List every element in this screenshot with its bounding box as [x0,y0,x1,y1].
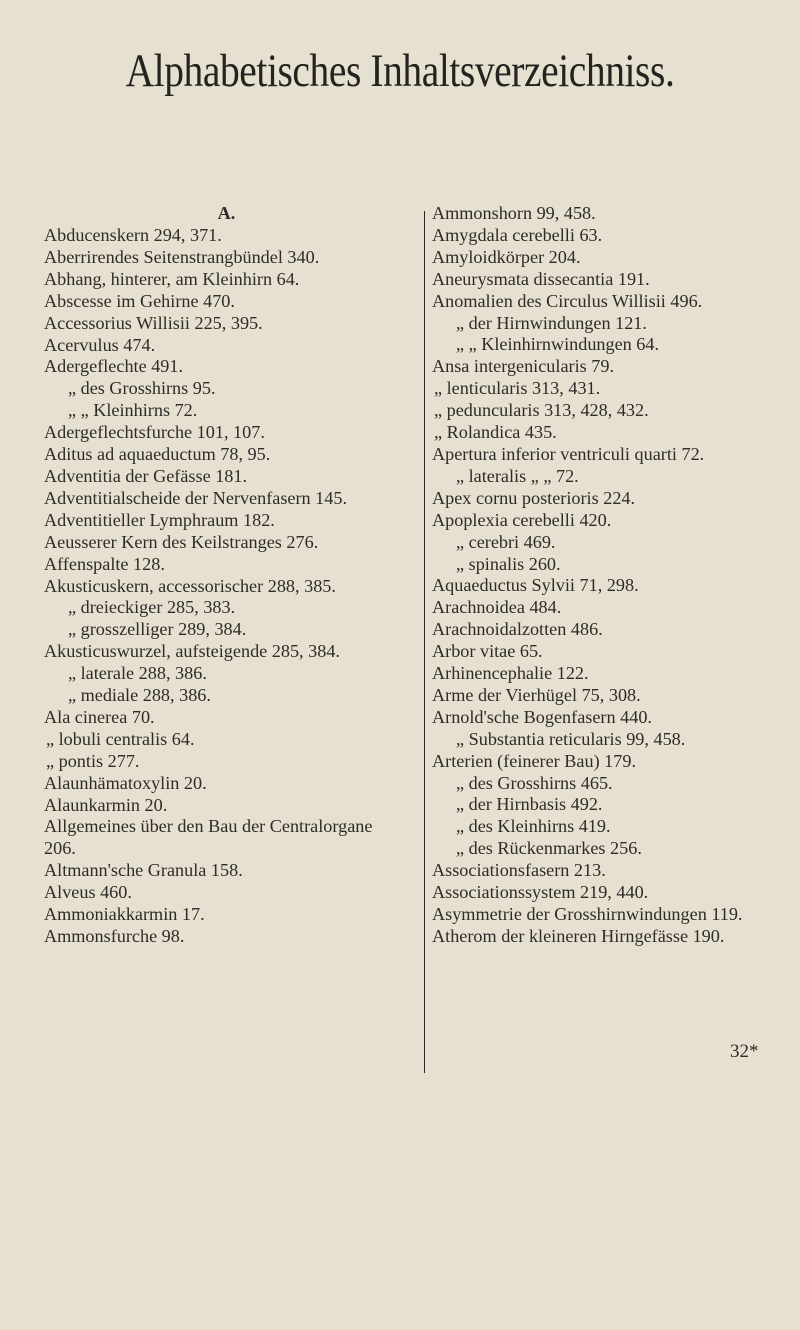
index-entry: Aditus ad aquaeductum 78, 95. [44,444,271,465]
index-entry: Asymmetrie der Grosshirnwindungen 119. [432,904,743,924]
index-entry: Adventitia der Gefässe 181. [44,465,248,486]
index-entry: Adergeflechte 491. [44,356,184,377]
index-entry: Allgemeines über den Bau der Centralorgane [44,816,373,837]
index-entry: „ dreieckiger 285, 383. [68,597,236,618]
index-entry: „ grosszelliger 289, 384. [68,619,247,640]
index-entry: Apex cornu posterioris 224. [432,487,636,508]
index-entry: „ „ Kleinhirns 72. [68,400,198,421]
right-entry-list [432,203,782,948]
index-entry: Associationsfasern 213. [432,860,606,881]
index-entry: Ala cinerea 70. [44,706,155,727]
index-entry: „ lateralis „ „ 72. [456,465,579,486]
index-entry: Abhang, hinterer, am Kleinhirn 64. [44,268,300,289]
index-entry: „ der Hirnbasis 492. [456,794,603,815]
index-entry: Alaunhämatoxylin 20. [44,772,207,793]
index-entry: Anomalien des Circulus Willisii 496. [432,290,703,311]
index-entry: „ laterale 288, 386. [68,663,207,684]
index-entry: Aeusserer Kern des Keilstranges 276. [44,531,319,552]
index-entry: Amygdala cerebelli 63. [432,224,603,245]
index-column-right [432,203,782,948]
index-entry: „ lenticularis 313, 431. [434,378,601,399]
index-entry: Altmann'sche Granula 158. [44,860,243,881]
index-entry: „ pontis 277. [46,750,140,771]
index-entry: Aquaeductus Sylvii 71, 298. [432,575,639,596]
index-entry: „ des Rückenmarkes 256. [456,838,642,859]
index-entry: „ lobuli centralis 64. [46,728,195,749]
index-entry: „ Rolandica 435. [434,422,557,443]
section-letter: A. [217,203,236,223]
index-entry: Arterien (feinerer Bau) 179. [432,750,637,771]
index-entry: Arhinencephalie 122. [432,663,589,684]
index-entry: „ peduncularis 313, 428, 432. [434,400,649,421]
index-entry: Ammoniakkarmin 17. [44,904,205,925]
column-divider [424,211,425,1073]
index-entry: „ des Grosshirns 95. [68,378,216,399]
index-entry: Alveus 460. [44,882,132,903]
index-entry: Abscesse im Gehirne 470. [44,290,235,311]
index-entry: Arme der Vierhügel 75, 308. [432,684,641,705]
index-entry: Atherom der kleineren Hirngefässe 190. [432,925,725,946]
index-entry: Adventitieller Lymphraum 182. [44,509,275,530]
index-entry: Akusticuskern, accessorischer 288, 385. [44,575,336,596]
index-entry: Apertura inferior ventriculi quarti 72. [432,443,705,464]
index-entry: Aneurysmata dissecantia 191. [432,268,650,289]
index-entry: „ des Kleinhirns 419. [456,816,611,837]
index-entry: „ des Grosshirns 465. [456,772,613,793]
index-entry: „ „ Kleinhirnwindungen 64. [456,334,660,355]
index-entry: „ mediale 288, 386. [68,685,211,706]
index-entry: Ammonshorn 99, 458. [432,203,596,223]
index-entry: Apoplexia cerebelli 420. [432,509,612,530]
index-entry: 206. [44,838,76,859]
index-entry: „ Substantia reticularis 99, 458. [456,728,686,749]
index-entry: Adventitialscheide der Nervenfasern 145. [44,487,348,508]
index-entry: Ansa intergenicularis 79. [432,356,614,377]
index-entry: Akusticuswurzel, aufsteigende 285, 384. [44,641,340,662]
index-entry: Alaunkarmin 20. [44,794,168,815]
index-entry: „ der Hirnwindungen 121. [456,312,647,333]
page-title: Alphabetisches Inhaltsverzeichniss. [125,45,675,97]
index-entry: Aberrirendes Seitenstrangbündel 340. [44,246,320,267]
left-entry-list [44,225,409,948]
index-entry: Arachnoidea 484. [432,597,562,618]
index-entry: Arachnoidalzotten 486. [432,619,603,640]
signature-mark: 32* [730,1041,759,1062]
index-entry: „ cerebri 469. [456,531,556,552]
index-entry: Arnold'sche Bogenfasern 440. [432,706,652,727]
index-entry: Abducenskern 294, 371. [44,225,222,245]
index-entry: Amyloidkörper 204. [432,246,581,267]
index-entry: „ spinalis 260. [456,553,561,574]
index-entry: Acervulus 474. [44,334,156,355]
index-entry: Ammonsfurche 98. [44,926,185,946]
index-entry: Affenspalte 128. [44,553,165,574]
index-entry: Associationssystem 219, 440. [432,882,649,903]
index-column-left [44,203,409,948]
index-entry: Arbor vitae 65. [432,641,543,662]
index-entry: Accessorius Willisii 225, 395. [44,312,263,333]
index-entry: Adergeflechtsfurche 101, 107. [44,422,265,443]
